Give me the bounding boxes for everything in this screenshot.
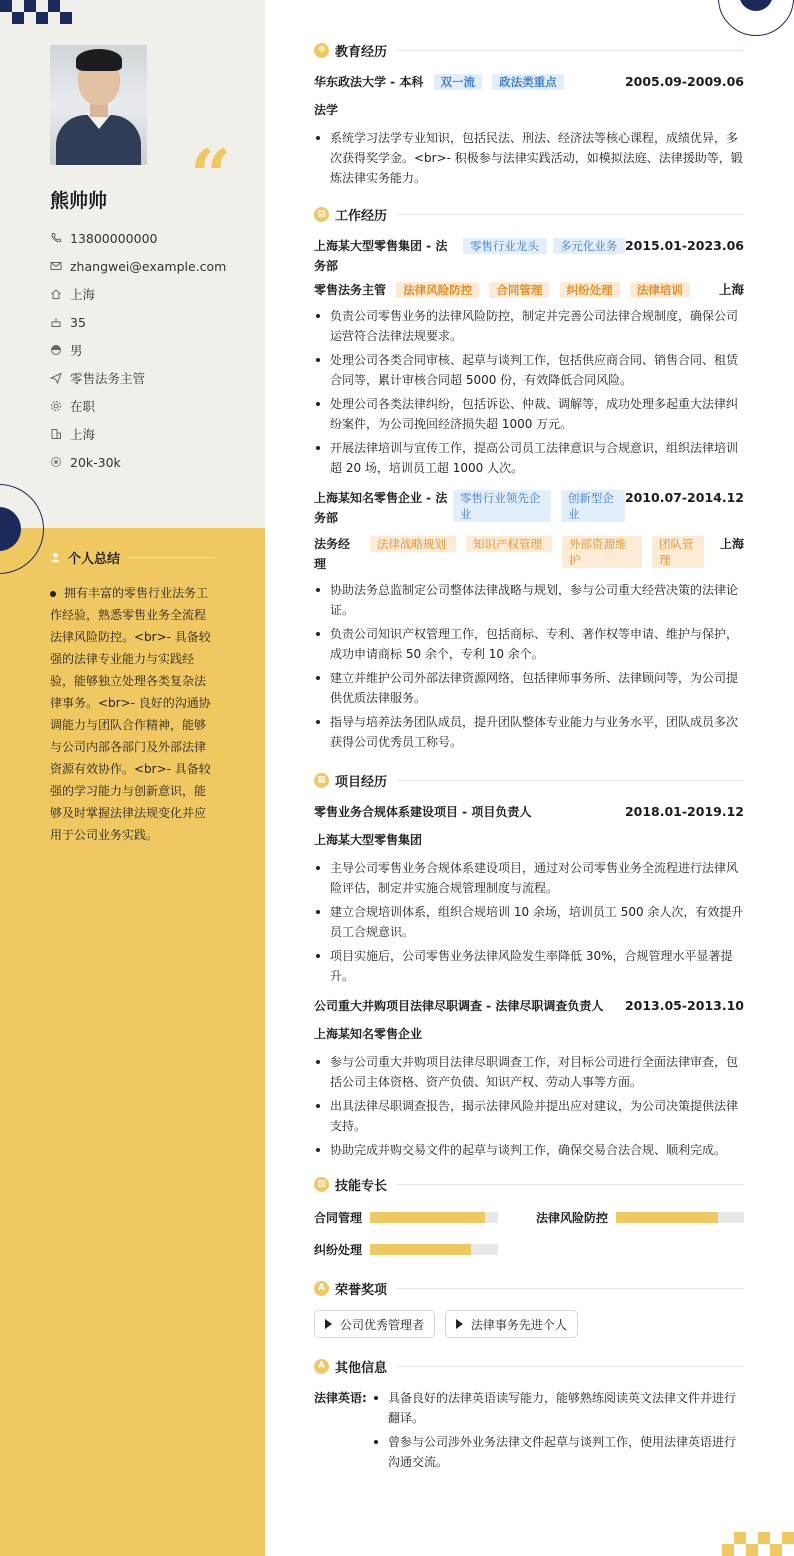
skill-item — [536, 1206, 744, 1228]
email-icon — [50, 260, 62, 272]
briefcase-icon: ▤ — [314, 207, 329, 222]
other-title: 其他信息 — [335, 1360, 388, 1376]
list-item: 负责公司知识产权管理工作，包括商标、专利、著作权等申请、维护与保护，成功申请商标 50 余个，专利 10 余个。 — [314, 624, 744, 664]
email-text: zhangwei@example.com — [70, 258, 227, 274]
building-icon — [50, 428, 62, 440]
other-row — [314, 1388, 744, 1476]
list-item: 建立合规培训体系，组织合规培训 10 余场，培训员工 500 余人次，有效提升员工合规意识。 — [314, 902, 744, 942]
list-item: 曾参与公司涉外业务法律文件起草与谈判工作，使用法律英语进行沟通交流。 — [372, 1432, 744, 1472]
skill-tag: 法律培训 — [630, 282, 690, 298]
education-date: 2005.09-2009.06 — [624, 74, 744, 89]
skill-bar — [616, 1212, 744, 1223]
project-1 — [314, 802, 744, 986]
skills-heading — [314, 1170, 744, 1198]
job-city: 上海 — [718, 282, 744, 297]
skill-tag: 合同管理 — [489, 282, 549, 298]
skills-row — [314, 1206, 744, 1228]
education-row — [314, 72, 744, 92]
status-row — [50, 392, 226, 420]
skill-name: 合同管理 — [314, 1210, 363, 1225]
project-date: 2013.05-2013.10 — [624, 998, 744, 1013]
skill-bar — [370, 1244, 498, 1255]
send-icon — [50, 372, 62, 384]
awards-heading — [314, 1274, 744, 1302]
award-label: 法律事务先进个人 — [470, 1317, 567, 1332]
job-tags — [453, 238, 625, 254]
project-name: 公司重大并购项目法律尽职调查 - 法律尽职调查负责人 — [314, 999, 604, 1013]
list-item: 协助法务总监制定公司整体法律战略与规划，参与公司重大经营决策的法律论证。 — [314, 580, 744, 620]
person-icon — [50, 552, 62, 563]
list-item: 开展法律培训与宣传工作，提高公司员工法律意识与合规意识，组织法律培训超 20 场，培训员工超 1000 人次。 — [314, 438, 744, 478]
status-text: 在职 — [70, 399, 96, 414]
job-role-row — [314, 280, 744, 300]
decor-checker-top-left — [0, 0, 75, 24]
list-item: 出具法律尽职调查报告，揭示法律风险并提出应对建议，为公司决策提供法律支持。 — [314, 1096, 744, 1136]
age-row — [50, 308, 226, 336]
education-tag: 政法类重点 — [492, 74, 564, 90]
gender-text: 男 — [70, 343, 83, 358]
job-2 — [314, 488, 744, 752]
gear-icon — [50, 400, 62, 412]
education-school: 华东政法大学 - 本科 — [314, 75, 424, 89]
awards-title: 荣誉奖项 — [335, 1282, 388, 1298]
avatar — [50, 45, 147, 165]
summary-text: 拥有丰富的零售行业法务工作经验，熟悉零售业务全流程法律风险防控。<br>- 具备较强的法律专业能力与实践经验，能够独立处理各类复杂法律事务。<br>- 良好的沟通协调能力与团队合作精神，能够与公司内部各部门及外部法律资源有效协作。<br>- 具备较强的学习能力与创新意识，能够及时掌握法律法规变化并应用于公司业务实践。 — [50, 586, 211, 842]
projects-title: 项目经历 — [335, 774, 388, 790]
award-item — [314, 1310, 435, 1338]
main-content — [314, 36, 744, 1476]
education-icon: ⊕ — [314, 43, 329, 58]
job-header — [314, 236, 744, 276]
job-tags — [451, 490, 625, 522]
list-item: 具备良好的法律英语读写能力，能够熟练阅读英文法律文件并进行翻译。 — [372, 1388, 744, 1428]
gender-row — [50, 336, 226, 364]
project-header — [314, 802, 744, 822]
project-org: 上海某大型零售集团 — [314, 833, 423, 847]
project-bullets — [314, 1052, 744, 1160]
skill-name: 法律风险防控 — [536, 1210, 609, 1225]
award-item — [445, 1310, 578, 1338]
skill-tag: 知识产权管理 — [466, 536, 552, 552]
job-tag: 创新型企业 — [561, 490, 625, 522]
skill-tag: 法律风险防控 — [396, 282, 479, 298]
job-city: 上海 — [720, 537, 745, 551]
quote-icon: “ — [190, 133, 232, 218]
salary-row — [50, 448, 226, 476]
job-skill-tags — [356, 536, 720, 568]
award-icon: A — [314, 1281, 329, 1296]
work-heading — [314, 200, 744, 228]
education-major: 法学 — [314, 103, 339, 117]
other-bullets — [372, 1388, 744, 1476]
skill-tag: 外部资源维护 — [562, 536, 642, 568]
project-name: 零售业务合规体系建设项目 - 项目负责人 — [314, 805, 532, 819]
skill-bar-fill — [370, 1244, 471, 1255]
skill-tag: 团队管理 — [652, 536, 704, 568]
project-header — [314, 996, 744, 1016]
job-1 — [314, 236, 744, 478]
phone-icon — [50, 232, 62, 244]
list-item: 主导公司零售业务合规体系建设项目，通过对公司零售业务全流程进行法律风险评估，制定并实施合规管理制度与流程。 — [314, 858, 744, 898]
skill-item — [314, 1238, 744, 1260]
list-item: 建立并维护公司外部法律资源网络，包括律师事务所、法律顾问等，为公司提供优质法律服务。 — [314, 668, 744, 708]
job-tag: 零售行业领先企业 — [453, 490, 551, 522]
list-item: 系统学习法学专业知识，包括民法、刑法、经济法等核心课程，成绩优异，多次获得奖学金。<br>- 积极参与法律实践活动，如模拟法庭、法律援助等，锻炼法律实务能力。 — [314, 128, 744, 188]
list-item: 协助完成并购交易文件的起草与谈判工作，确保交易合法合规、顺利完成。 — [314, 1140, 744, 1160]
education-bullets — [314, 128, 744, 188]
skill-bar-fill — [616, 1212, 718, 1223]
skill-item — [314, 1206, 498, 1228]
city-text: 上海 — [70, 427, 96, 442]
project-bullets — [314, 858, 744, 986]
position-row — [50, 364, 226, 392]
job-header — [314, 488, 744, 528]
skills-title: 技能专长 — [335, 1178, 388, 1194]
job-role-line — [314, 280, 690, 300]
awards-list — [314, 1310, 744, 1338]
age-text: 35 — [70, 314, 86, 330]
gender-icon — [50, 344, 62, 356]
email-row — [50, 252, 226, 280]
skill-name: 纠纷处理 — [314, 1242, 363, 1257]
contact-info — [50, 224, 226, 476]
projects-heading — [314, 766, 744, 794]
play-icon — [456, 1319, 463, 1329]
education-tag: 双一流 — [434, 74, 483, 90]
job-bullets — [314, 580, 744, 752]
job-role-row — [314, 534, 744, 574]
job-tag: 多元化业务 — [553, 238, 625, 254]
decor-checker-bottom-right — [722, 1532, 794, 1556]
position-text: 零售法务主管 — [70, 371, 146, 386]
phone-text: 13800000000 — [70, 230, 158, 246]
profile-name: 熊帅帅 — [50, 190, 108, 212]
summary-title: 个人总结 — [68, 552, 121, 567]
other-heading — [314, 1352, 744, 1380]
other-label: 法律英语: — [314, 1391, 367, 1405]
coin-icon — [50, 456, 62, 468]
job-company: 上海某大型零售集团 - 法务部 — [314, 239, 448, 273]
job-role: 法务经理 — [314, 537, 351, 571]
cake-icon — [50, 316, 62, 328]
phone-row — [50, 224, 226, 252]
education-title: 教育经历 — [335, 44, 388, 60]
education-school-line — [314, 72, 564, 92]
list-item: 处理公司各类合同审核、起草与谈判工作，包括供应商合同、销售合同、租赁合同等，累计审核合同超 5000 份，有效降低合同风险。 — [314, 350, 744, 390]
job-company: 上海某知名零售企业 - 法务部 — [314, 491, 448, 525]
chart-icon: ▥ — [314, 1177, 329, 1192]
job-date: 2010.07-2014.12 — [624, 490, 744, 505]
sidebar — [0, 0, 265, 1556]
skill-tag: 法律战略规划 — [370, 536, 456, 552]
info-icon: A — [314, 1359, 329, 1374]
list-item: 参与公司重大并购项目法律尽职调查工作，对目标公司进行全面法律审查，包括公司主体资格、资产负债、知识产权、劳动人事等方面。 — [314, 1052, 744, 1092]
job-date: 2015.01-2023.06 — [624, 238, 744, 253]
project-2 — [314, 996, 744, 1160]
work-title: 工作经历 — [335, 208, 388, 224]
list-item: 指导与培养法务团队成员，提升团队整体专业能力与业务水平，团队成员多次获得公司优秀员工称号。 — [314, 712, 744, 752]
home-icon — [50, 288, 62, 300]
project-icon: ▦ — [314, 773, 329, 788]
award-label: 公司优秀管理者 — [340, 1317, 425, 1332]
job-bullets — [314, 306, 744, 478]
education-heading — [314, 36, 744, 64]
salary-text: 20k-30k — [70, 454, 121, 470]
list-item: 项目实施后，公司零售业务法律风险发生率降低 30%，合规管理水平显著提升。 — [314, 946, 744, 986]
project-org: 上海某知名零售企业 — [314, 1027, 423, 1041]
play-icon — [325, 1319, 332, 1329]
project-date: 2018.01-2019.12 — [624, 804, 744, 819]
location-text: 上海 — [70, 287, 96, 302]
summary-heading — [50, 548, 215, 567]
location-row — [50, 280, 226, 308]
decor-circle-top-right — [718, 0, 794, 36]
summary-body — [50, 582, 213, 846]
skill-bar — [370, 1212, 498, 1223]
job-role: 零售法务主管 — [314, 283, 387, 297]
list-item: 处理公司各类法律纠纷，包括诉讼、仲裁、调解等，成功处理多起重大法律纠纷案件，为公司挽回经济损失超 1000 万元。 — [314, 394, 744, 434]
job-tag: 零售行业龙头 — [463, 238, 547, 254]
list-item: 负责公司零售业务的法律风险防控，制定并完善公司法律合规制度，确保公司运营符合法律法规要求。 — [314, 306, 744, 346]
skill-tag: 纠纷处理 — [560, 282, 620, 298]
skill-bar-fill — [370, 1212, 485, 1223]
city-row — [50, 420, 226, 448]
